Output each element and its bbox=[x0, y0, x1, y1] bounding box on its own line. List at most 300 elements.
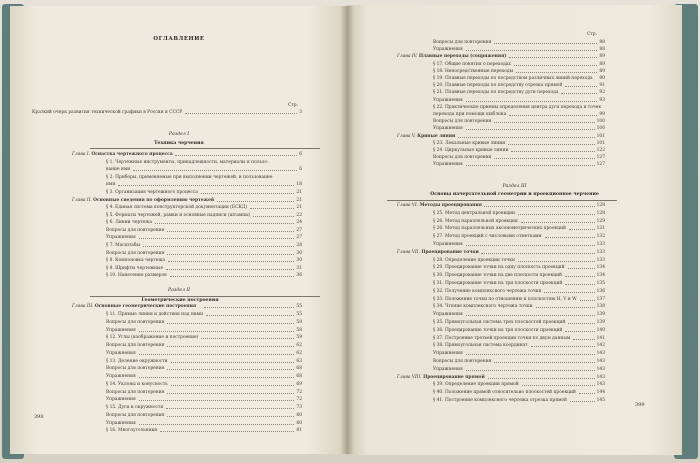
toc-entry-text: § 26. Метод параллельных аксонометрических проекций bbox=[433, 226, 566, 232]
toc-entry-page: 141 bbox=[596, 335, 605, 341]
toc-entry-text: ими bbox=[106, 182, 116, 188]
toc-entry bbox=[106, 235, 302, 240]
toc-entry-page: 27 bbox=[296, 227, 302, 233]
toc-entry-page: 133 bbox=[596, 257, 605, 263]
chapter-heading bbox=[72, 304, 302, 309]
dot-leader bbox=[522, 385, 595, 386]
toc-entry bbox=[106, 359, 302, 364]
chapter-page: 101 bbox=[596, 133, 605, 139]
toc-entry-text: § 11. Прямые линии и действия над ними bbox=[106, 312, 204, 317]
chapter-page: 6 bbox=[299, 152, 302, 157]
dot-leader bbox=[466, 129, 595, 130]
toc-entry-page: 92 bbox=[599, 90, 605, 96]
part-label: Раздел I bbox=[168, 132, 190, 137]
intro-entry bbox=[32, 110, 302, 115]
toc-entry-page: 21 bbox=[296, 189, 302, 195]
chapter-title: Основные сведения по оформлению чертежей bbox=[93, 197, 215, 203]
toc-entry-page: 6 bbox=[299, 167, 302, 173]
toc-entry bbox=[433, 226, 605, 231]
part-title: Техника черчения bbox=[154, 141, 204, 146]
toc-entry-page: 135 bbox=[596, 281, 605, 286]
toc-entry bbox=[106, 167, 302, 172]
dot-leader bbox=[167, 393, 294, 394]
dot-leader bbox=[466, 354, 595, 355]
chapter-label: Глава V. bbox=[397, 133, 416, 139]
dot-leader bbox=[217, 201, 294, 202]
dot-leader bbox=[139, 238, 294, 239]
toc-entry-text: § 12. Углы (изображение и построение) bbox=[106, 335, 199, 341]
toc-title: ОГЛАВЛЕНИЕ bbox=[153, 36, 205, 42]
toc-entry bbox=[106, 266, 302, 271]
dot-leader bbox=[570, 401, 595, 402]
toc-entry-page: 80 bbox=[296, 412, 302, 418]
dot-leader bbox=[139, 424, 294, 425]
dot-leader bbox=[511, 151, 595, 152]
toc-entry-text: § 13. Деление окружности bbox=[106, 358, 168, 364]
toc-entry-page: 73 bbox=[296, 405, 302, 410]
toc-entry-page: 134 bbox=[596, 265, 605, 271]
toc-entry-text: § 16. Многоугольники bbox=[106, 428, 158, 434]
toc-entry-text: Вопросы для повторения bbox=[106, 412, 165, 418]
page-number: 399 bbox=[635, 402, 645, 408]
dot-leader bbox=[168, 261, 294, 262]
dot-leader bbox=[494, 362, 595, 363]
toc-entry-page: 137 bbox=[596, 296, 605, 302]
toc-entry bbox=[433, 304, 605, 309]
toc-entry-page: 72 bbox=[296, 389, 302, 395]
toc-entry-text: § 15. Дуги и окружности bbox=[106, 405, 164, 410]
toc-entry-text: § 23. Лекальные кривые линии bbox=[433, 140, 506, 146]
toc-entry-page: 68 bbox=[296, 366, 302, 372]
toc-entry-text: § 25. Метод центральной проекции bbox=[433, 210, 515, 216]
toc-entry-page: 122 bbox=[596, 148, 605, 153]
chapter-page: 133 bbox=[596, 249, 605, 255]
toc-entry-page: 55 bbox=[296, 312, 302, 317]
dot-leader bbox=[568, 323, 595, 324]
toc-entry bbox=[433, 351, 605, 356]
page-column-label: Стр. bbox=[288, 103, 298, 108]
toc-entry bbox=[433, 367, 605, 372]
divider bbox=[90, 296, 320, 297]
dot-leader bbox=[185, 113, 297, 114]
dot-leader bbox=[166, 269, 294, 270]
toc-entry-text: Упражнения bbox=[433, 162, 463, 168]
dot-leader bbox=[167, 254, 294, 255]
toc-entry bbox=[106, 273, 302, 278]
dot-leader bbox=[253, 216, 294, 217]
toc-entry bbox=[433, 112, 605, 117]
toc-entry bbox=[106, 366, 302, 371]
toc-entry bbox=[433, 126, 605, 131]
chapter-page: 55 bbox=[296, 304, 302, 309]
toc-entry-page: 30 bbox=[296, 258, 302, 264]
toc-entry bbox=[433, 398, 605, 403]
toc-entry bbox=[106, 205, 302, 210]
toc-entry bbox=[433, 273, 605, 278]
toc-entry-text: Упражнения bbox=[106, 235, 136, 241]
toc-entry bbox=[433, 281, 605, 286]
dot-leader bbox=[133, 170, 297, 171]
toc-entry bbox=[106, 213, 302, 218]
toc-entry bbox=[433, 312, 605, 317]
toc-entry-text: § 8. Компоновка чертежа bbox=[106, 258, 165, 264]
toc-entry-page: 99 bbox=[599, 112, 605, 117]
toc-entry bbox=[433, 297, 605, 302]
dot-leader bbox=[481, 253, 595, 254]
dot-leader bbox=[170, 276, 294, 277]
part-label: Раздел III bbox=[502, 184, 527, 189]
toc-entry-text: § 32. Получение комплексного чертежа точки bbox=[433, 288, 542, 294]
dot-leader bbox=[536, 307, 595, 308]
toc-entry bbox=[433, 234, 605, 239]
toc-entry-text: § 36. Проецирование точки на три плоскости проекций bbox=[433, 327, 563, 333]
toc-entry-page: 30 bbox=[296, 250, 302, 256]
dot-leader bbox=[466, 50, 597, 51]
toc-entry-text: § 30. Проецирование точки на две плоскости проекций bbox=[433, 273, 562, 279]
toc-entry-page: 138 bbox=[596, 304, 605, 310]
toc-entry bbox=[106, 405, 302, 410]
chapter-heading bbox=[397, 203, 605, 208]
toc-entry bbox=[106, 374, 302, 379]
toc-entry bbox=[106, 343, 302, 348]
toc-entry-page: 91 bbox=[599, 83, 605, 89]
dot-leader bbox=[466, 101, 597, 102]
dot-leader bbox=[143, 246, 294, 247]
dot-leader bbox=[573, 339, 595, 340]
toc-entry bbox=[433, 328, 605, 333]
toc-entry-text: § 34. Чтение комплексного чертежа точки bbox=[433, 304, 533, 310]
toc-entry-text: § 38. Прямоугольная система координат bbox=[433, 343, 528, 349]
toc-entry-text: Упражнения bbox=[433, 366, 463, 372]
dot-leader bbox=[175, 155, 297, 156]
toc-entry-text: Упражнения bbox=[433, 312, 463, 318]
toc-entry-text: Вопросы для повторения bbox=[106, 389, 165, 395]
toc-entry-page: 63 bbox=[296, 358, 302, 364]
dot-leader bbox=[466, 370, 595, 371]
dot-leader bbox=[494, 122, 595, 123]
dot-leader bbox=[509, 115, 597, 116]
toc-entry-text: Краткий очерк развития технической графики в России и СССР bbox=[32, 110, 183, 115]
toc-entry-text: Вопросы для повторения bbox=[106, 343, 165, 348]
toc-entry-page: 62 bbox=[296, 343, 302, 348]
toc-entry bbox=[106, 182, 302, 187]
toc-entry-text: § 40. Положение прямой относительно плоскостей проекций bbox=[433, 390, 576, 396]
toc-entry-text: Упражнения bbox=[433, 47, 463, 53]
toc-entry bbox=[433, 320, 605, 325]
toc-entry bbox=[106, 228, 302, 233]
dot-leader bbox=[167, 416, 294, 417]
toc-entry-page: 143 bbox=[596, 351, 605, 357]
dot-leader bbox=[544, 292, 595, 293]
toc-entry bbox=[433, 390, 605, 395]
dot-leader bbox=[458, 137, 595, 138]
chapter-label: Глава VIII. bbox=[397, 374, 422, 380]
dot-leader bbox=[561, 93, 597, 94]
toc-entry bbox=[106, 428, 302, 433]
toc-entry-page: 58 bbox=[296, 327, 302, 333]
toc-entry bbox=[433, 359, 605, 364]
chapter-title: Геометрические построения bbox=[141, 298, 219, 303]
dot-leader bbox=[466, 165, 595, 166]
toc-entry-page: 3 bbox=[299, 110, 302, 115]
toc-entry-text: Упражнения bbox=[433, 242, 463, 247]
toc-entry-text: § 7. Масштабы bbox=[106, 243, 141, 248]
toc-entry-text: § 33. Положение точки по отношению к плоскостям H, V и W bbox=[433, 296, 577, 302]
toc-entry-page: 81 bbox=[296, 428, 302, 434]
toc-entry-page: 131 bbox=[596, 226, 605, 232]
toc-entry-text: вание ими bbox=[106, 167, 131, 173]
toc-entry-page: 80 bbox=[296, 420, 302, 426]
dot-leader bbox=[565, 86, 597, 87]
dot-leader bbox=[167, 231, 294, 232]
toc-entry bbox=[433, 62, 605, 67]
toc-entry-text: Вопросы для повторения bbox=[433, 359, 492, 364]
toc-entry-page: 128 bbox=[596, 210, 605, 216]
chapter-heading bbox=[72, 198, 302, 203]
page-number: 398 bbox=[34, 414, 44, 420]
dot-leader bbox=[494, 43, 597, 44]
toc-entry-page: 58 bbox=[296, 319, 302, 325]
toc-entry bbox=[106, 220, 302, 225]
dot-leader bbox=[514, 65, 597, 66]
toc-entry-text: § 18. Непосредственные переходы bbox=[433, 68, 514, 74]
dot-leader bbox=[516, 72, 597, 73]
divider bbox=[90, 148, 320, 149]
chapter-subtitle: Основные геометрические построения bbox=[94, 304, 197, 309]
toc-entry bbox=[433, 40, 605, 45]
chapter-label: Глава VI. bbox=[397, 203, 419, 208]
toc-entry-page: 142 bbox=[596, 343, 605, 349]
toc-entry bbox=[433, 242, 605, 247]
toc-entry bbox=[433, 155, 605, 160]
dot-leader bbox=[484, 206, 595, 207]
toc-entry bbox=[433, 382, 605, 387]
toc-entry-page: 100 bbox=[596, 119, 605, 125]
toc-entry-page: 132 bbox=[596, 234, 605, 240]
dot-leader bbox=[494, 158, 595, 159]
chapter-label: Глава I. bbox=[72, 152, 91, 157]
toc-entry-page: 28 bbox=[296, 243, 302, 248]
toc-entry bbox=[433, 289, 605, 294]
toc-entry-text: Упражнения bbox=[106, 374, 136, 379]
chapter-title: Проецирование прямой bbox=[423, 374, 485, 380]
toc-entry-page: 27 bbox=[296, 235, 302, 241]
toc-entry bbox=[106, 175, 302, 180]
toc-entry bbox=[106, 160, 302, 165]
dot-leader bbox=[167, 346, 294, 347]
toc-entry-page: 31 bbox=[296, 265, 302, 271]
chapter-title: Методы проецирования bbox=[419, 203, 482, 208]
toc-entry-text: § 6. Линии чертежа bbox=[106, 220, 152, 226]
toc-entry-page: 68 bbox=[296, 374, 302, 379]
toc-entry-page: 145 bbox=[596, 398, 605, 403]
toc-entry-page: 143 bbox=[596, 366, 605, 372]
toc-entry-page: 93 bbox=[599, 97, 605, 103]
toc-entry bbox=[106, 382, 302, 387]
toc-entry bbox=[433, 219, 605, 224]
page-column-label: Стр. bbox=[587, 32, 597, 37]
toc-entry-page: 127 bbox=[596, 155, 605, 161]
toc-entry-page: 59 bbox=[296, 335, 302, 341]
toc-entry bbox=[433, 141, 605, 146]
left-page bbox=[10, 6, 348, 454]
toc-entry-page: 139 bbox=[596, 312, 605, 318]
toc-entry-text: Вопросы для повторения bbox=[106, 366, 165, 372]
toc-entry-text: Упражнения bbox=[433, 97, 463, 103]
toc-entry-text: § 28. Определение проекции точки bbox=[433, 257, 515, 263]
toc-entry-text: § 17. Общие понятия о переходах bbox=[433, 61, 511, 67]
toc-entry-page: 36 bbox=[296, 273, 302, 279]
toc-entry-page: 88 bbox=[599, 40, 605, 45]
dot-leader bbox=[166, 408, 294, 409]
toc-entry-text: § 2. Приборы, применяемые при выполнении чертежей, и пользование bbox=[106, 174, 273, 180]
dot-leader bbox=[545, 237, 595, 238]
chapter-page: 89 bbox=[599, 54, 605, 60]
dot-leader bbox=[171, 385, 294, 386]
dot-leader bbox=[160, 431, 294, 432]
toc-entry bbox=[433, 343, 605, 348]
toc-entry-text: § 41. Построение комплексного чертежа отрезка прямой bbox=[433, 398, 567, 403]
toc-entry-page: 69 bbox=[296, 381, 302, 387]
chapter-page: 128 bbox=[596, 203, 605, 208]
toc-entry-page: 89 bbox=[599, 61, 605, 67]
dot-leader bbox=[466, 315, 595, 316]
dot-leader bbox=[521, 222, 595, 223]
toc-entry-page: 21 bbox=[296, 205, 302, 210]
toc-entry-page: 100 bbox=[596, 126, 605, 132]
toc-entry-text: Упражнения bbox=[106, 420, 136, 426]
chapter-label: Глава VII. bbox=[397, 249, 420, 255]
right-page bbox=[347, 5, 682, 455]
dot-leader bbox=[518, 261, 595, 262]
toc-entry bbox=[106, 413, 302, 418]
dot-leader bbox=[204, 307, 294, 308]
toc-entry bbox=[433, 211, 605, 216]
toc-entry-text: § 35. Прямоугольная система трех плоскостей проекций bbox=[433, 320, 566, 325]
toc-entry-text: § 24. Циркульные кривые линии bbox=[433, 148, 509, 153]
toc-entry bbox=[433, 162, 605, 167]
chapter-page: 143 bbox=[596, 374, 605, 380]
toc-entry bbox=[106, 390, 302, 395]
toc-entry bbox=[106, 351, 302, 356]
toc-entry bbox=[433, 76, 605, 81]
toc-entry-page: 89 bbox=[599, 68, 605, 74]
dot-leader bbox=[139, 354, 294, 355]
chapter-heading bbox=[72, 152, 302, 157]
dot-leader bbox=[171, 362, 294, 363]
chapter-heading bbox=[397, 375, 605, 380]
toc-entry-page: 22 bbox=[296, 212, 302, 218]
chapter-label: Глава II. bbox=[72, 197, 92, 203]
toc-entry-page: 140 bbox=[596, 327, 605, 333]
toc-entry-page: 134 bbox=[596, 273, 605, 279]
toc-entry-text: § 31. Проецирование точки на три плоскости проекций bbox=[433, 281, 563, 286]
chapter-title: Кривые линии bbox=[417, 133, 456, 139]
dot-leader bbox=[565, 276, 595, 277]
dot-leader bbox=[518, 214, 595, 215]
chapter-title: Проецирование точки bbox=[421, 249, 479, 255]
toc-entry-page: 90 bbox=[599, 76, 605, 81]
toc-entry bbox=[433, 105, 605, 110]
toc-entry bbox=[433, 69, 605, 74]
toc-entry-text: § 37. Построение третьей проекции точки по двум данным bbox=[433, 335, 571, 341]
toc-entry bbox=[106, 335, 302, 340]
chapter-label: Глава III. bbox=[72, 304, 94, 309]
toc-entry-text: § 22. Практические приемы определения центра дуги перехода и точек bbox=[433, 104, 602, 110]
toc-entry-text: § 3. Организация чертежного процесса bbox=[106, 189, 198, 195]
toc-entry-text: Упражнения bbox=[106, 350, 136, 356]
toc-entry-page: 88 bbox=[599, 47, 605, 53]
toc-entry bbox=[106, 328, 302, 333]
toc-entry bbox=[106, 312, 302, 317]
chapter-heading bbox=[397, 134, 605, 139]
toc-entry-page: 139 bbox=[596, 320, 605, 325]
toc-entry-page: 18 bbox=[296, 182, 302, 188]
dot-leader bbox=[569, 229, 595, 230]
toc-entry-page: 24 bbox=[296, 220, 302, 226]
dot-leader bbox=[579, 393, 595, 394]
toc-entry-text: § 10. Нанесение размеров bbox=[106, 273, 167, 279]
toc-entry bbox=[433, 83, 605, 88]
toc-entry bbox=[106, 421, 302, 426]
dot-leader bbox=[201, 338, 294, 339]
chapter-label: Глава IV. bbox=[397, 54, 418, 60]
dot-leader bbox=[139, 377, 294, 378]
toc-entry-text: § 5. Форматы чертежей, рамки и основные надписи (штампы) bbox=[106, 212, 251, 218]
chapter-heading bbox=[397, 54, 605, 59]
toc-entry bbox=[106, 258, 302, 263]
toc-entry-page: 136 bbox=[596, 288, 605, 294]
toc-entry bbox=[106, 251, 302, 256]
toc-entry bbox=[106, 320, 302, 325]
toc-entry-text: § 19. Плавные переходы по посредством различных линий перехода bbox=[433, 76, 593, 81]
toc-entry-page: 72 bbox=[296, 397, 302, 403]
dot-leader bbox=[508, 144, 595, 145]
toc-entry-text: Вопросы для повторения bbox=[106, 250, 165, 256]
dot-leader bbox=[509, 57, 597, 58]
toc-entry-text: § 27. Метод проекций с числовыми отметками bbox=[433, 234, 542, 240]
toc-entry-page: 143 bbox=[596, 382, 605, 388]
dot-leader bbox=[565, 284, 595, 285]
dot-leader bbox=[139, 400, 294, 401]
toc-entry-text: § 39. Определение проекции прямой bbox=[433, 382, 519, 388]
dot-leader bbox=[155, 223, 294, 224]
dot-leader bbox=[206, 315, 294, 316]
toc-entry-page: 129 bbox=[596, 218, 605, 224]
toc-entry-text: § 20. Плавные переходы по посредству отрезка прямой bbox=[433, 83, 563, 89]
dot-leader bbox=[167, 323, 294, 324]
toc-entry-text: § 26. Метод параллельной проекции bbox=[433, 218, 518, 224]
toc-entry-page: 133 bbox=[596, 242, 605, 247]
dot-leader bbox=[565, 331, 595, 332]
dot-leader bbox=[139, 331, 294, 332]
toc-entry-text: § 4. Единая система конструкторской документации (ЕСКД) bbox=[106, 205, 248, 210]
toc-entry-page: 143 bbox=[596, 359, 605, 364]
toc-entry-text: Вопросы для повторения bbox=[433, 40, 492, 45]
chapter-title: Оснастка чертежного процесса bbox=[91, 152, 173, 157]
toc-entry-text: § 21. Плавные переходы по посредству дуги перехода bbox=[433, 90, 559, 96]
toc-entry bbox=[433, 265, 605, 270]
toc-entry-text: Вопросы для повторения bbox=[106, 319, 165, 325]
part-title: Основы начертательной геометрии и проекционное черчение bbox=[430, 192, 599, 197]
divider bbox=[387, 200, 617, 201]
toc-entry bbox=[433, 148, 605, 153]
toc-entry-page: 101 bbox=[596, 140, 605, 146]
dot-leader bbox=[201, 193, 294, 194]
toc-entry bbox=[433, 98, 605, 103]
toc-entry bbox=[106, 243, 302, 248]
toc-entry bbox=[433, 258, 605, 263]
